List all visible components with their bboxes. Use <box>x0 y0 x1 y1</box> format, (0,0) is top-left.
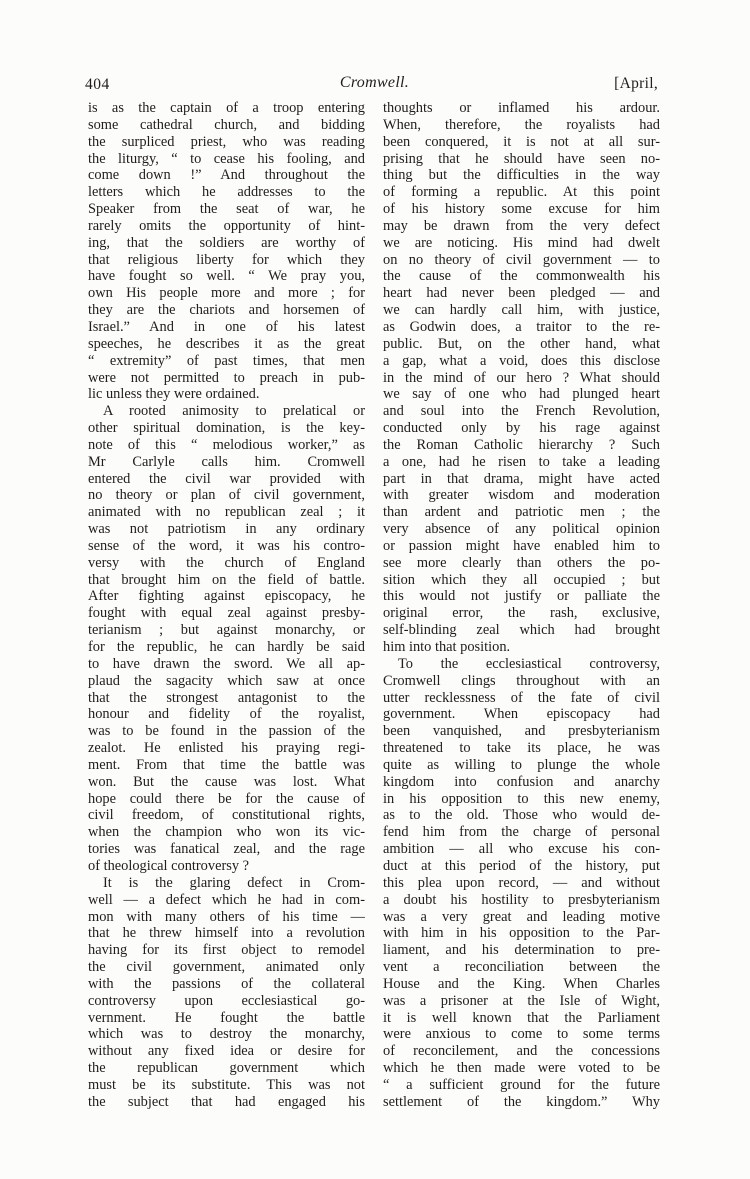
text-line: must be its substitute. This was not <box>88 1076 365 1093</box>
text-line: vernment. He fought the battle <box>88 1009 365 1026</box>
text-line: that brought him on the field of battle. <box>88 571 365 588</box>
text-line: in the mind of our hero ? What should <box>383 369 660 386</box>
text-line: is as the captain of a troop entering <box>88 100 365 116</box>
text-line: tories was fanatical zeal, and the rage <box>88 841 365 858</box>
running-title: Cromwell. <box>339 74 410 91</box>
text-line: was a prisoner at the Isle of Wight, <box>383 992 660 1009</box>
text-line: was to be found in the passion of the <box>88 723 365 740</box>
text-line: To the ecclesiastical controversy, <box>398 655 660 672</box>
text-line: and soul into the French Revolution, <box>383 403 660 420</box>
text-line: honour and fidelity of the royalist, <box>88 706 365 723</box>
text-line: that he threw himself into a revolution <box>88 925 365 942</box>
text-line: thing but the difficulties in the way <box>383 167 660 184</box>
text-line: animated with no republican zeal ; it <box>88 504 365 521</box>
text-line: having for its first object to remodel <box>88 942 365 959</box>
text-line: were anxious to come to some terms <box>383 1026 660 1043</box>
text-line: the liturgy, “ to cease his fooling, and <box>88 150 365 167</box>
text-line: it is well known that the Parliament <box>383 1009 660 1026</box>
text-line: Speaker from the seat of war, he <box>88 201 365 218</box>
text-line: of his history some excuse for him <box>383 201 660 218</box>
page-number: 404 <box>85 76 110 93</box>
text-line: when the champion who won its vic- <box>88 824 365 841</box>
text-line: been vanquished, and presbyterianism <box>383 723 660 740</box>
text-line: as to the old. Those who would de- <box>383 807 660 824</box>
text-line: terianism ; but against monarchy, or <box>88 622 365 639</box>
text-line: sition which they all occupied ; but <box>383 571 660 588</box>
text-line: the subject that had engaged his <box>88 1093 365 1110</box>
text-line: vent a reconciliation between the <box>383 959 660 976</box>
text-line: Mr Carlyle calls him. Cromwell <box>88 453 365 470</box>
text-line: with greater wisdom and moderation <box>383 487 660 504</box>
text-line: own His people more and more ; for <box>88 285 365 302</box>
text-line: come down !” And throughout the <box>88 167 365 184</box>
text-line: It is the glaring defect in Crom- <box>103 874 365 891</box>
issue-label: [April, <box>614 75 658 92</box>
text-line: lic unless they were ordained. <box>88 386 260 403</box>
text-line: plaud the sagacity which saw at once <box>88 672 365 689</box>
text-line: civil freedom, of constitutional rights, <box>88 807 365 824</box>
text-line: ment. From that time the battle was <box>88 756 365 773</box>
text-line: self-blinding zeal which had brought <box>383 622 660 639</box>
text-line: see more clearly than others the po- <box>383 554 660 571</box>
text-line: versy with the church of England <box>88 554 365 571</box>
text-line: the republican government which <box>88 1060 365 1077</box>
text-line: original error, the rash, exclusive, <box>383 605 660 622</box>
text-line: quite as willing to plunge the whole <box>383 756 660 773</box>
text-line: the Roman Catholic hierarchy ? Such <box>383 436 660 453</box>
text-line: the cause of the commonwealth his <box>383 268 660 285</box>
text-line: letters which he addresses to the <box>88 184 365 201</box>
text-line: prising that he should have seen no- <box>383 150 660 167</box>
text-line: Cromwell clings throughout with an <box>383 672 660 689</box>
text-line: ambition — all who excuse his con- <box>383 841 660 858</box>
text-line: in his opposition to this new enemy, <box>383 790 660 807</box>
text-line: heart had never been pledged — and <box>383 285 660 302</box>
text-line: a one, had he risen to take a leading <box>383 453 660 470</box>
page-content <box>85 74 661 1111</box>
text-line: thoughts or inflamed his ardour. <box>383 100 660 116</box>
text-line: part in that drama, might have acted <box>383 470 660 487</box>
text-line: utter recklessness of the fate of civil <box>383 689 660 706</box>
text-line: the surpliced priest, who was reading <box>88 133 365 150</box>
text-line: this would not justify or palliate the <box>383 588 660 605</box>
text-line: threatened to take its place, he was <box>383 740 660 757</box>
text-line: When, therefore, the royalists had <box>383 116 660 133</box>
text-line: ing, that the soldiers are worthy of <box>88 234 365 251</box>
text-columns <box>88 100 661 1111</box>
text-line: entered the civil war provided with <box>88 470 365 487</box>
text-line: without any fixed idea or desire for <box>88 1043 365 1060</box>
text-line: “ a sufficient ground for the future <box>383 1076 660 1093</box>
text-line: a doubt his hostility to presbyterianism <box>383 891 660 908</box>
text-line: been conquered, it is not at all sur- <box>383 133 660 150</box>
text-line: public. But, on the other hand, what <box>383 335 660 352</box>
text-line: of forming a republic. At this point <box>383 184 660 201</box>
text-line: was a very great and leading motive <box>383 908 660 925</box>
page-header <box>85 74 661 100</box>
text-line: to have drawn the sword. We all ap- <box>88 655 365 672</box>
text-line: well — a defect which he had in com- <box>88 891 365 908</box>
text-line: of theological controversy ? <box>88 857 250 874</box>
text-line: that religious liberty for which they <box>88 251 365 268</box>
column-right <box>383 100 660 1111</box>
text-line: won. But the cause was lost. What <box>88 773 365 790</box>
text-line: were not permitted to preach in pub- <box>88 369 365 386</box>
text-line: than ardent and patriotic men ; the <box>383 504 660 521</box>
text-line: they are the chariots and horsemen of <box>88 302 365 319</box>
text-line: this plea upon record, — and without <box>383 874 660 891</box>
text-line: have fought so well. “ We pray you, <box>88 268 365 285</box>
text-line: was not patriotism in any ordinary <box>88 521 365 538</box>
text-line: zealot. He enlisted his praying regi- <box>88 740 365 757</box>
text-line: conducted only by his rage against <box>383 420 660 437</box>
text-line: liament, and his determination to pre- <box>383 942 660 959</box>
text-line: rarely omits the opportunity of hint- <box>88 217 365 234</box>
text-line: other spiritual domination, is the key- <box>88 420 365 437</box>
text-line: may be drawn from the very defect <box>383 217 660 234</box>
text-line: duct at this period of the history, put <box>383 857 660 874</box>
text-line: hope could there be for the cause of <box>88 790 365 807</box>
text-line: speeches, he describes it as the great <box>88 335 365 352</box>
text-line: very absence of any political opinion <box>383 521 660 538</box>
text-line: with him in his opposition to the Par- <box>383 925 660 942</box>
text-line: settlement of the kingdom.” Why <box>383 1093 660 1110</box>
text-line: controversy upon ecclesiastical go- <box>88 992 365 1009</box>
text-line: fend him from the charge of personal <box>383 824 660 841</box>
text-line: government. When episcopacy had <box>383 706 660 723</box>
text-line: of reconcilement, and the concessions <box>383 1043 660 1060</box>
text-line: no theory or plan of civil government, <box>88 487 365 504</box>
text-line: fought with equal zeal against presby- <box>88 605 365 622</box>
text-line: kingdom into confusion and anarchy <box>383 773 660 790</box>
text-line: with the passions of the collateral <box>88 975 365 992</box>
text-line: Israel.” And in one of his latest <box>88 318 365 335</box>
text-line: a gap, what a void, does this disclose <box>383 352 660 369</box>
text-line: him into that position. <box>383 639 511 655</box>
text-line: which he then made were voted to be <box>383 1060 660 1077</box>
text-line: A rooted animosity to prelatical or <box>103 403 365 420</box>
text-line: or passion might have enabled him to <box>383 537 660 554</box>
text-line: the civil government, animated only <box>88 959 365 976</box>
text-line: note of this “ melodious worker,” as <box>88 436 365 453</box>
text-line: that the strongest antagonist to the <box>88 689 365 706</box>
text-line: we can hardly call him, with justice, <box>383 302 660 319</box>
text-line: we say of one who had plunged heart <box>383 386 660 403</box>
column-left <box>88 100 365 1111</box>
text-line: “ extremity” of past times, that men <box>88 352 365 369</box>
text-line: House and the King. When Charles <box>383 975 660 992</box>
text-line: After fighting against episcopacy, he <box>88 588 365 605</box>
text-line: sense of the word, it was his contro- <box>88 537 365 554</box>
text-line: which was to destroy the monarchy, <box>88 1026 365 1043</box>
text-line: on no theory of civil government — to <box>383 251 660 268</box>
text-line: as Godwin does, a traitor to the re- <box>383 318 660 335</box>
text-line: for the republic, he can hardly be said <box>88 639 365 655</box>
text-line: some cathedral church, and bidding <box>88 116 365 133</box>
text-line: mon with many others of his time — <box>88 908 365 925</box>
text-line: we are noticing. His mind had dwelt <box>383 234 660 251</box>
